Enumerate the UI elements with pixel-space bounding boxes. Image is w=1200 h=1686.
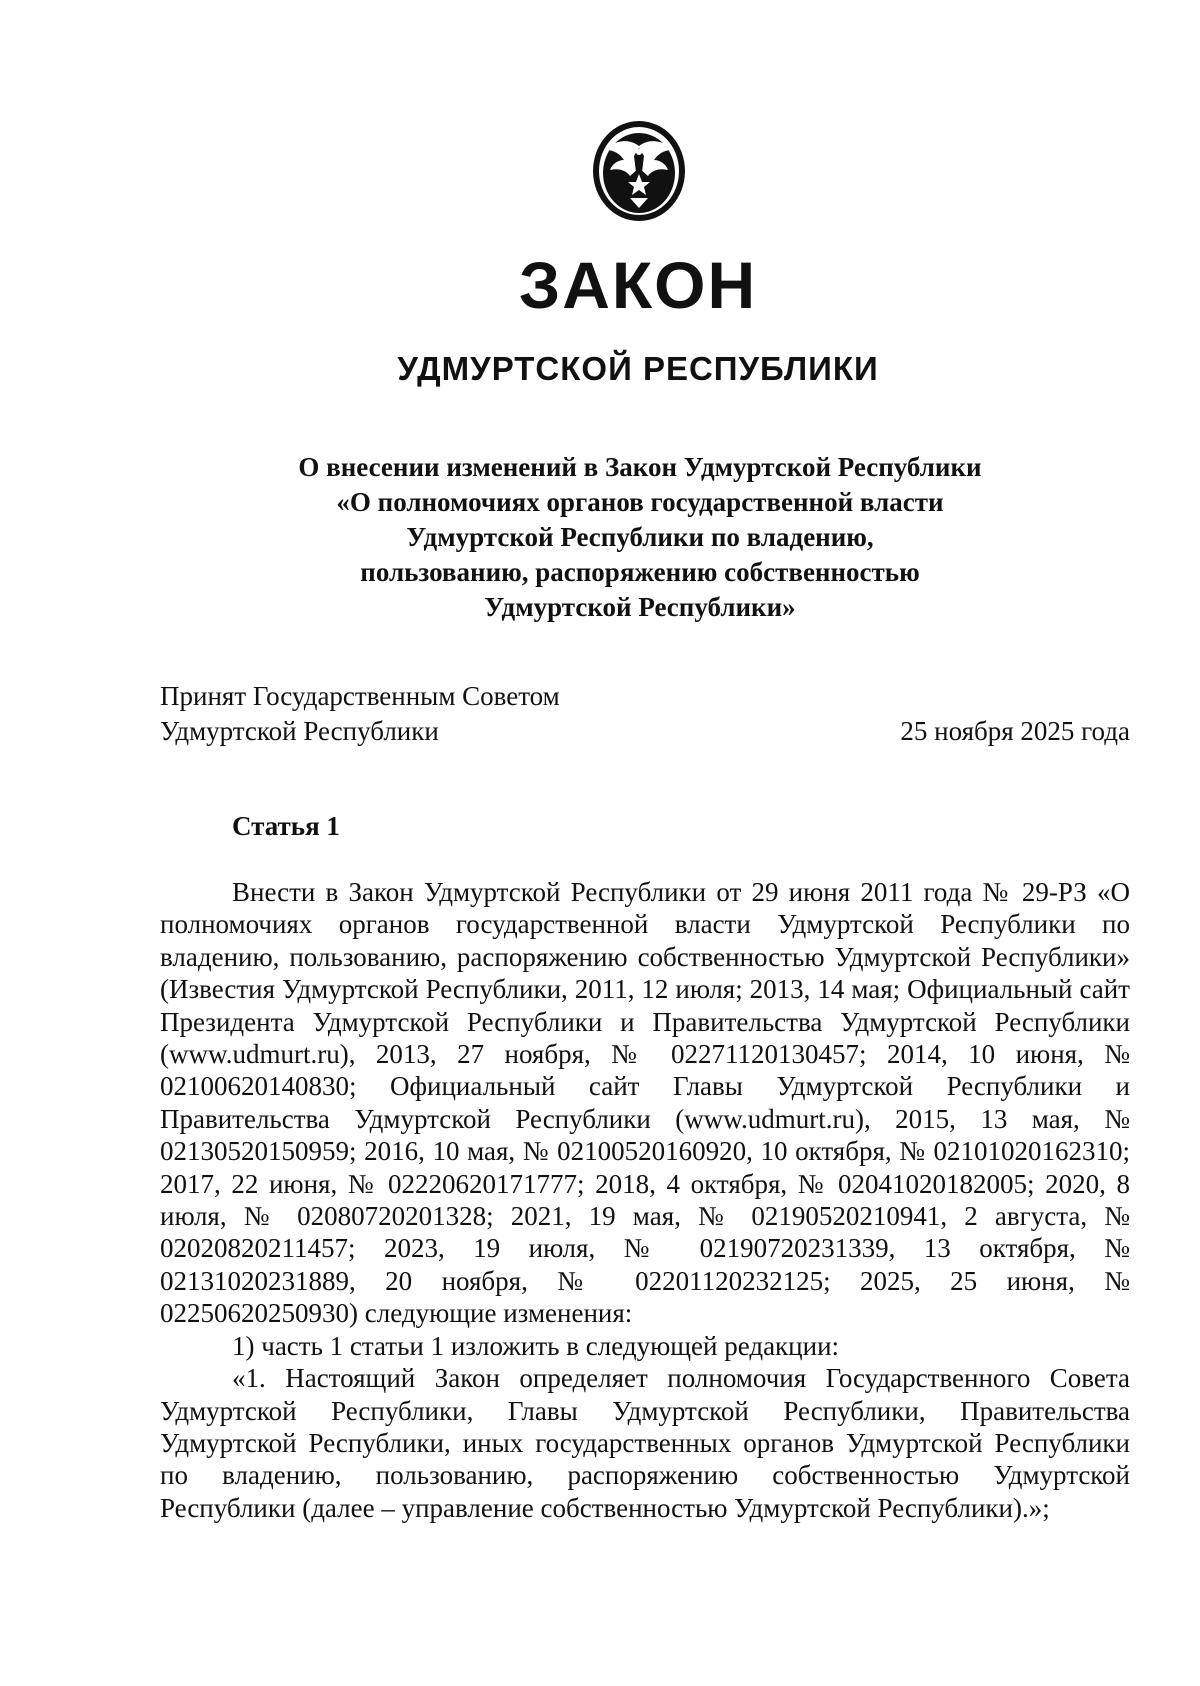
- adoption-date: 25 ноября 2025 года: [900, 716, 1130, 746]
- law-title-line: О внесении изменений в Закон Удмуртской Республики: [298, 452, 982, 482]
- coat-of-arms-icon: [584, 116, 694, 226]
- document-subtitle: УДМУРТСКОЙ РЕСПУБЛИКИ: [397, 350, 879, 387]
- document-title: ЗАКОН: [518, 248, 758, 322]
- law-title-line: пользованию, распоряжению собственностью: [360, 557, 920, 587]
- adoption-line: Принят Государственным Советом: [160, 681, 560, 711]
- article-heading: Статья 1: [232, 811, 340, 841]
- article-body: [160, 876, 1130, 1524]
- law-title-line: «О полномочиях органов государственной власти: [336, 487, 944, 517]
- law-title: [160, 450, 1120, 625]
- article-paragraph: 1) часть 1 статьи 1 изложить в следующей редакции:: [232, 1330, 840, 1361]
- law-title-line: Удмуртской Республики по владению,: [406, 522, 874, 552]
- article-paragraph: Внести в Закон Удмуртской Республики от 29 июня 2011 года № 29-РЗ «О полномочиях органов государственной власти Удмуртской Республики по владению, пользованию, распоряжению собственностью Удмуртской Республики» (Известия Удмуртской Республики, 2011, 12 июля; 2013, 14 мая; Официальный сайт Президента Удмуртской Республики и Правительства Удмуртской Республики (www.udmurt.ru), 2013, 27 ноября, № 02271120130457; 2014, 10 июня, № 02100620140830; Официальный сайт Главы Удмуртской Республики и Правительства Удмуртской Республики (www.udmurt.ru), 2015, 13 мая, № 02130520150959; 2016, 10 мая, № 02100520160920, 10 октября, № 02101020162310; 2017, 22 июня, № 02220620171777; 2018, 4 октября, № 02041020182005; 2020, 8 июля, № 02080720201328; 2021, 19 мая, № 02190520210941, 2 августа, № 02020820211457; 2023, 19 июля, № 02190720231339, 13 октября, № 02131020231889, 20 ноября, № 02201120232125; 2025, 25 июня, № 02250620250930) следующие изменения:: [160, 877, 1130, 1329]
- article-paragraph: «1. Настоящий Закон определяет полномочия Государственного Совета Удмуртской Республики, Главы Удмуртской Республики, Правительства Удмуртской Республики, иных государственных органов Удмуртской Республики по владению, пользованию, распоряжению собственностью Удмуртской Республики (далее – управление собственностью Удмуртской Республики).»;: [160, 1363, 1130, 1523]
- law-title-line: Удмуртской Республики»: [484, 592, 796, 622]
- adoption-block: [160, 679, 1130, 749]
- coat-of-arms-emblem: [584, 116, 694, 226]
- adoption-line: Удмуртской Республики: [160, 716, 439, 746]
